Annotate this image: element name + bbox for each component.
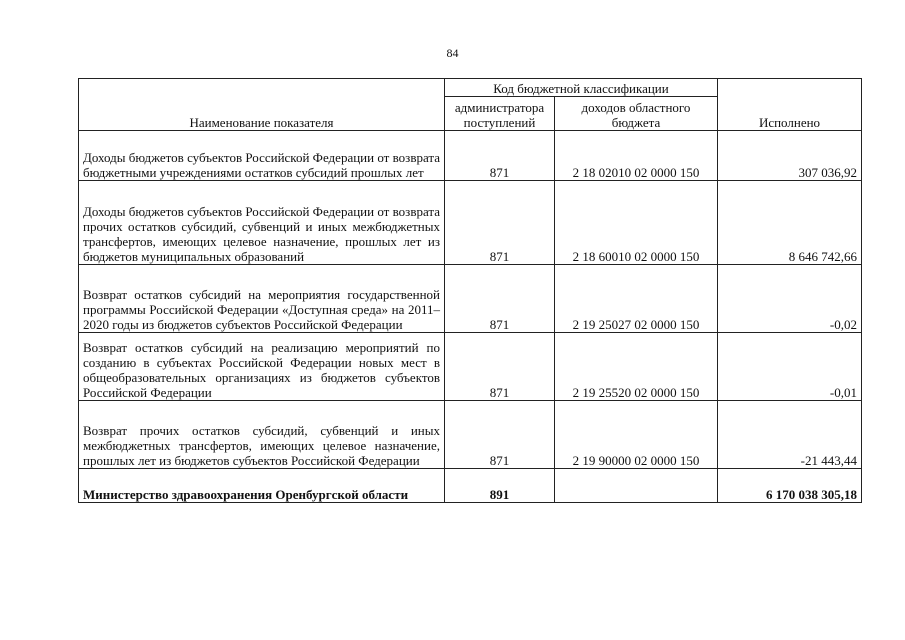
table-row — [79, 401, 862, 469]
header-name: Наименование показателя — [79, 79, 445, 131]
table-row — [79, 131, 862, 181]
row-code: 2 19 90000 02 0000 150 — [555, 401, 718, 469]
row-name: Возврат прочих остатков субсидий, субвенций и иных межбюджетных трансфертов, имеющих целевое назначение, прошлых лет из бюджетов субъектов Российской Федерации — [79, 401, 445, 469]
header-admin: администратора поступлений — [445, 97, 555, 131]
total-row — [79, 469, 862, 503]
page-number: 84 — [446, 46, 459, 60]
table-row — [79, 181, 862, 265]
table-row — [79, 265, 862, 333]
row-amount: -21 443,44 — [718, 401, 862, 469]
header-code-group: Код бюджетной классификации — [445, 79, 718, 97]
row-code: 2 18 02010 02 0000 150 — [555, 131, 718, 181]
row-code: 2 19 25027 02 0000 150 — [555, 265, 718, 333]
total-amount: 6 170 038 305,18 — [718, 469, 862, 503]
row-admin: 871 — [445, 401, 555, 469]
total-code — [555, 469, 718, 503]
row-admin: 871 — [445, 131, 555, 181]
row-name: Доходы бюджетов субъектов Российской Федерации от возврата бюджетными учреждениями остатков субсидий прошлых лет — [79, 131, 445, 181]
row-amount: -0,01 — [718, 333, 862, 401]
header-executed: Исполнено — [718, 79, 862, 131]
total-admin: 891 — [445, 469, 555, 503]
budget-table — [78, 78, 862, 503]
row-admin: 871 — [445, 181, 555, 265]
total-name: Министерство здравоохранения Оренбургской области — [79, 469, 445, 503]
row-amount: 8 646 742,66 — [718, 181, 862, 265]
row-name: Возврат остатков субсидий на мероприятия государственной программы Российской Федерации «Доступная среда» на 2011–2020 годы из бюджетов субъектов Российской Федерации — [79, 265, 445, 333]
row-amount: -0,02 — [718, 265, 862, 333]
row-name: Возврат остатков субсидий на реализацию мероприятий по созданию в субъектах Российской Федерации новых мест в общеобразовательных организациях из бюджетов субъектов Российской Федерации — [79, 333, 445, 401]
row-amount: 307 036,92 — [718, 131, 862, 181]
row-code: 2 19 25520 02 0000 150 — [555, 333, 718, 401]
row-code: 2 18 60010 02 0000 150 — [555, 181, 718, 265]
table-row — [79, 333, 862, 401]
header-income: доходов областного бюджета — [555, 97, 718, 131]
row-name: Доходы бюджетов субъектов Российской Федерации от возврата прочих остатков субсидий, субвенций и иных межбюджетных трансфертов, имеющих целевое назначение, прошлых лет из бюджетов муниципальных образований — [79, 181, 445, 265]
row-admin: 871 — [445, 265, 555, 333]
row-admin: 871 — [445, 333, 555, 401]
